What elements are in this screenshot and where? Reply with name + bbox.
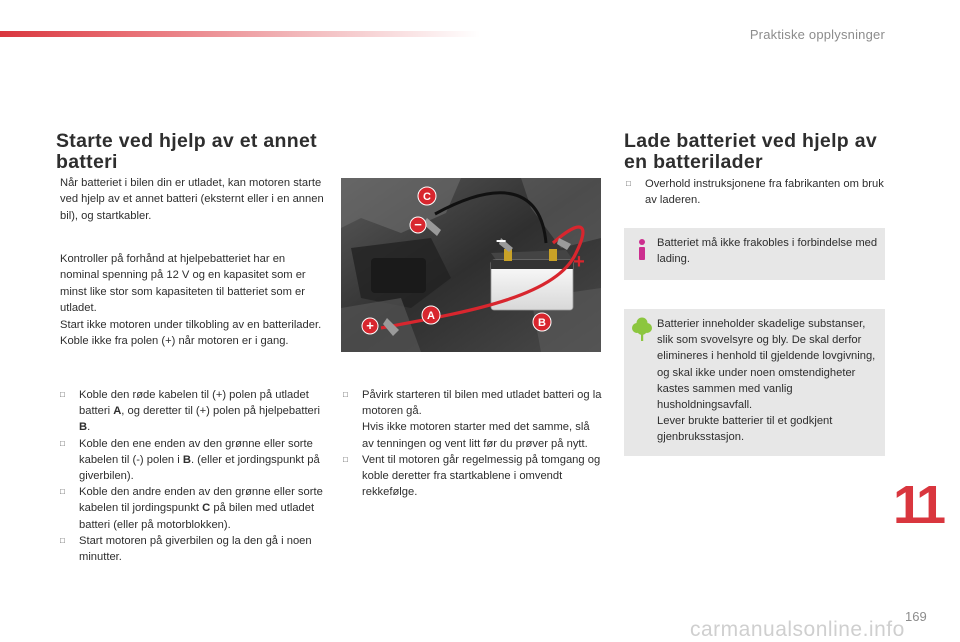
- section-header: Praktiske opplysninger: [749, 27, 885, 42]
- info-icon: [635, 238, 649, 260]
- list-item: □ Koble den røde kabelen til (+) polen på utladet batteri A, og deretter til (+) polen på hjelpebatteri B.: [60, 389, 320, 434]
- list-item: □ Overhold instruksjonene fra fabrikanten om bruk av laderen.: [626, 178, 884, 207]
- charger-title: Lade batteriet ved hjelp av en batterilader: [624, 130, 878, 173]
- info-box: [624, 228, 885, 280]
- square-bullet-icon: □: [343, 454, 348, 464]
- square-bullet-icon: □: [626, 179, 631, 188]
- check-pole-text: Koble ikke fra polen (+) når motoren er i gang.: [60, 335, 289, 348]
- square-bullet-icon: □: [60, 390, 65, 399]
- label-a: A: [427, 310, 435, 322]
- header-accent-bar: [0, 31, 480, 37]
- chapter-number: 11: [893, 475, 943, 535]
- list-item: □ Påvirk starteren til bilen med utladet batteri og la motoren gå. Hvis ikke motoren starter med det samme, slå av tenningen og vent litt før du prøver på nytt.: [343, 389, 602, 450]
- battery-plus-label: +: [573, 251, 585, 273]
- list-item: □ Start motoren på giverbilen og la den gå i noen minutter.: [60, 534, 312, 564]
- square-bullet-icon: □: [343, 390, 348, 399]
- jump-start-intro: Når batteriet i bilen din er utladet, kan motoren starte ved hjelp av et annet batteri (eksternt eller i en annen bil), og startkabler.: [60, 177, 324, 222]
- plus-marker: +: [366, 318, 374, 333]
- list-item: □ Koble den andre enden av den grønne eller sorte kabelen til jordingspunkt C på bilen med utladet batteri (eller på motorblokken).: [60, 486, 323, 531]
- leaf-icon: [632, 317, 652, 341]
- recycle-text: Lever brukte batterier til et godkjent gjenbruksstasjon.: [657, 415, 833, 444]
- jump-start-title: Starte ved hjelp av et annet batteri: [56, 130, 317, 173]
- minus-marker: −: [414, 217, 422, 232]
- jump-start-check: [60, 251, 325, 349]
- start-steps: [341, 387, 603, 500]
- watermark: carmanualsonline.info: [690, 618, 905, 641]
- square-bullet-icon: □: [60, 535, 65, 545]
- charger-steps: [624, 176, 889, 208]
- list-item: □ Vent til motoren går regelmessig på tomgang og koble deretter fra startkablene i omvendt rekkefølge.: [343, 453, 601, 499]
- environment-text: Batterier inneholder skadelige substanser, slik som svovelsyre og bly. De skal derfor elimineres i henhold til gjeldende lovgivning, og skal ikke under noen omstendigheter kastes sammen med vanlig husholdningsavfall.: [657, 318, 876, 412]
- page-number: 169: [905, 609, 927, 624]
- label-b: B: [538, 317, 546, 329]
- check-voltage-text: Kontroller på forhånd at hjelpebatteriet har en nominal spenning på 12 V og en kapasitet som er minst like stor som kapasiteten til batteriet som er utladet.: [60, 253, 306, 315]
- jump-start-steps: [58, 387, 323, 565]
- square-bullet-icon: □: [60, 438, 65, 448]
- check-charger-text: Start ikke motoren under tilkobling av en batterilader.: [60, 318, 322, 331]
- battery-minus-label: −: [495, 231, 507, 251]
- list-item: □ Koble den ene enden av den grønne eller sorte kabelen til (-) polen i B. (eller et jordingspunkt på giverbilen).: [60, 437, 320, 483]
- environment-box: [624, 309, 885, 456]
- jump-start-illustration: [341, 178, 601, 352]
- label-c: C: [423, 191, 431, 203]
- info-text: Batteriet må ikke frakobles i forbindelse med lading.: [657, 237, 878, 266]
- square-bullet-icon: □: [60, 487, 65, 497]
- battery-jump-diagram: [341, 178, 601, 352]
